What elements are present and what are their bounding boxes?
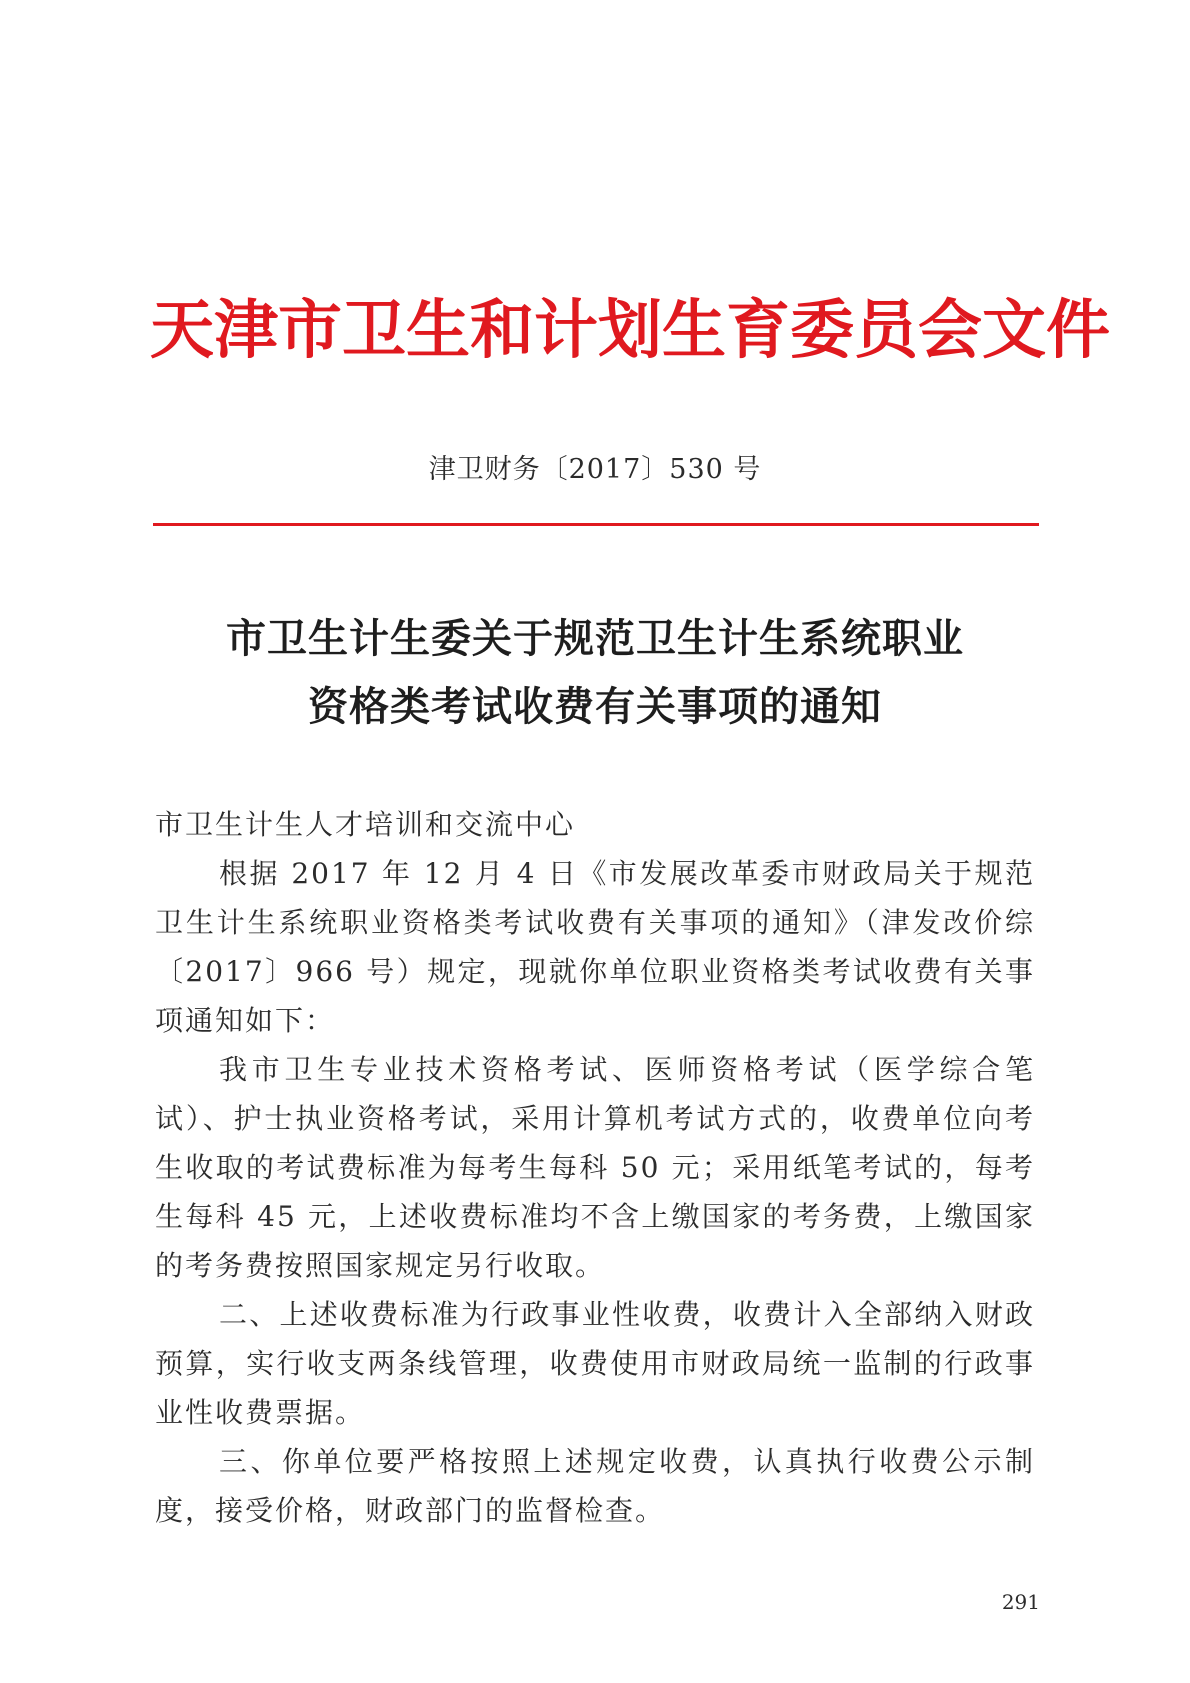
title-line-1: 市卫生计生委关于规范卫生计生系统职业 bbox=[226, 615, 964, 662]
recipient-line: 市卫生计生人才培训和交流中心 bbox=[155, 808, 576, 841]
page-number: 291 bbox=[1001, 1590, 1040, 1614]
paragraph-item-two: 二、上述收费标准为行政事业性收费，收费计入全部纳入财政预算，实行收支两条线管理，收费使用市财政局统一监制的行政事业性收费票据。 bbox=[155, 1298, 1035, 1429]
body-text bbox=[155, 800, 1035, 1535]
red-divider-line bbox=[153, 523, 1039, 526]
paragraph-intro: 根据 2017 年 12 月 4 日《市发展改革委市财政局关于规范卫生计生系统职业资格类考试收费有关事项的通知》（津发改价综〔2017〕966 号）规定，现就你单位职业资格类考试收费有关事项通知如下： bbox=[155, 857, 1035, 1037]
paragraph-item-three: 三、你单位要严格按照上述规定收费，认真执行收费公示制度，接受价格，财政部门的监督检查。 bbox=[155, 1445, 1035, 1527]
title-line-2: 资格类考试收费有关事项的通知 bbox=[308, 683, 882, 730]
masthead-title: 天津市卫生和计划生育委员会文件 bbox=[150, 293, 1110, 368]
document-number: 津卫财务〔2017〕530 号 bbox=[428, 454, 762, 485]
paragraph-fee-standard: 我市卫生专业技术资格考试、医师资格考试（医学综合笔试）、护士执业资格考试，采用计算机考试方式的，收费单位向考生收取的考试费标准为每考生每科 50 元；采用纸笔考试的，每考生每科 45 元，上述收费标准均不含上缴国家的考务费，上缴国家的考务费按照国家规定另行收取。 bbox=[155, 1053, 1035, 1282]
notice-title bbox=[150, 605, 1040, 741]
